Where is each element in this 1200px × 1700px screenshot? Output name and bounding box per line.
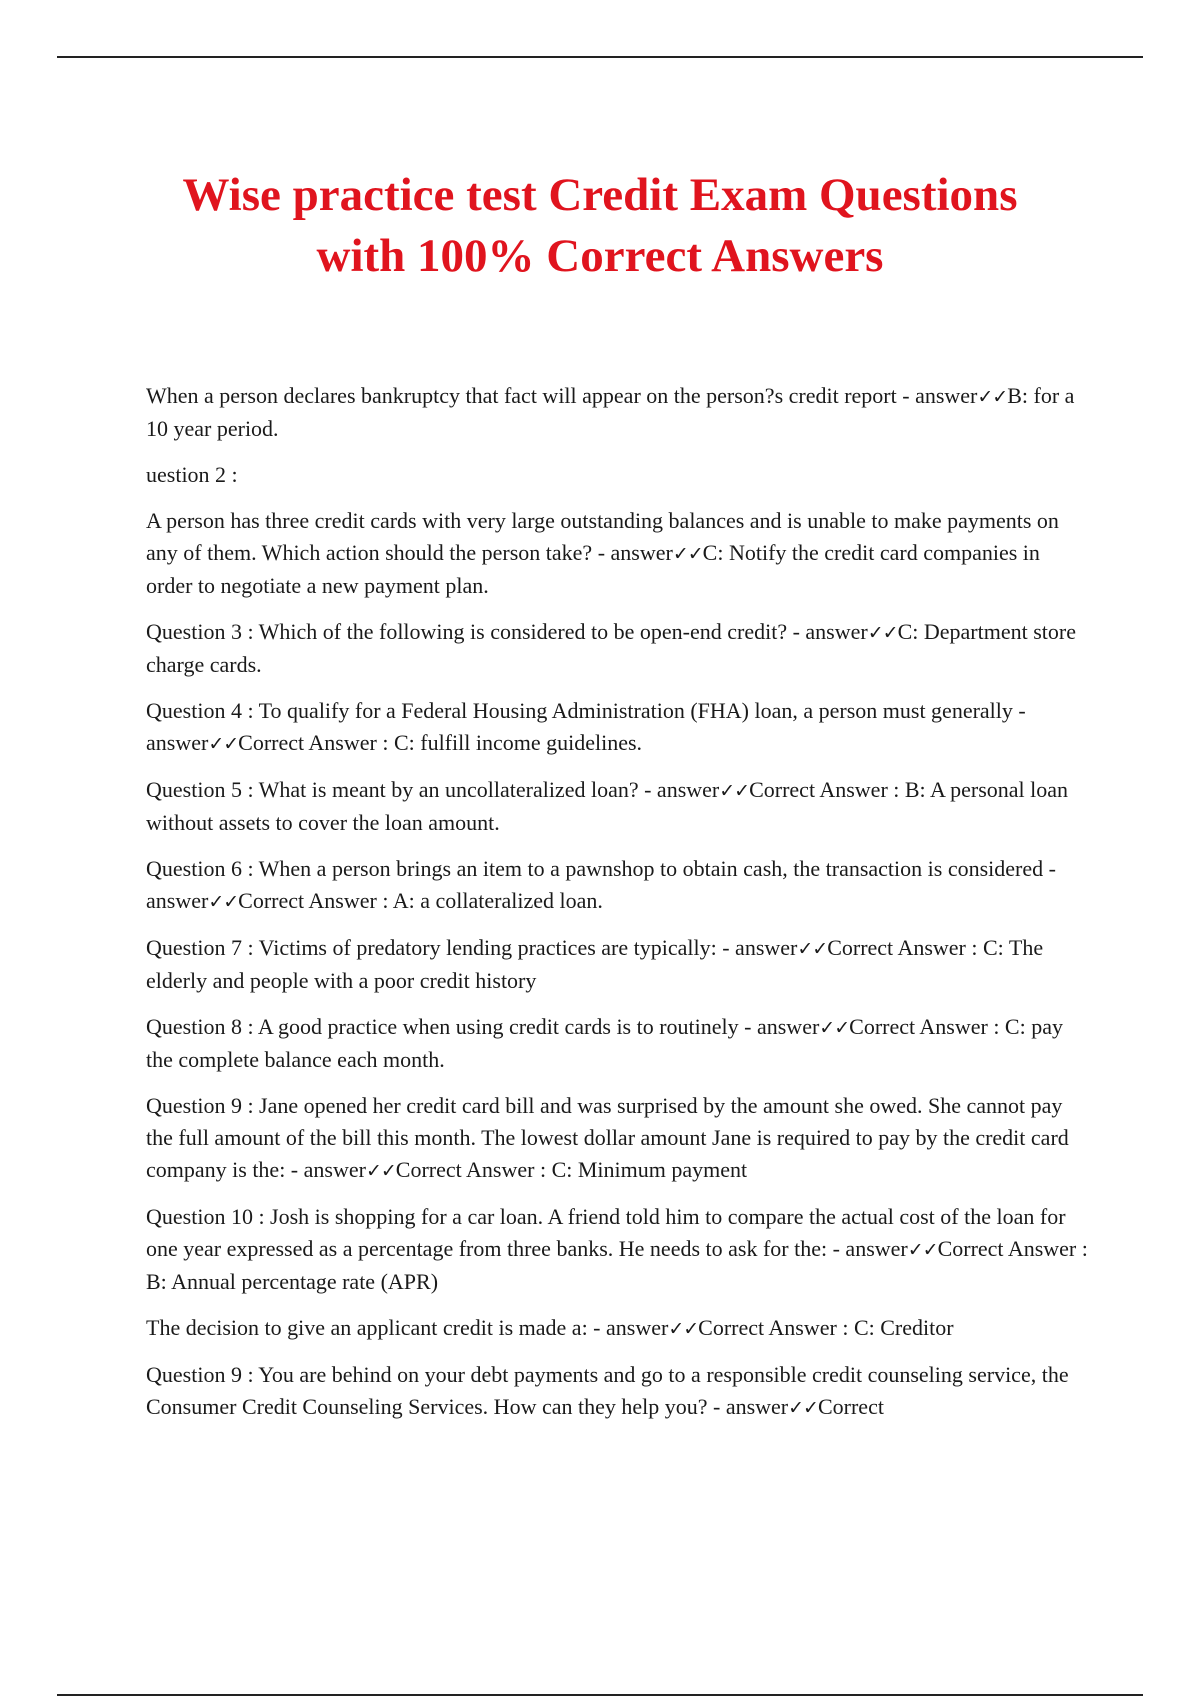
double-check-icon: ✓✓ <box>208 733 239 755</box>
answer-text: Correct Answer : C: fulfill income guidelines. <box>238 730 643 755</box>
question-paragraph <box>146 853 1091 918</box>
double-check-icon: ✓✓ <box>668 1318 699 1340</box>
answer-text: Correct Answer : B: A personal loan without assets to cover the loan amount. <box>146 777 1069 835</box>
question-paragraph <box>146 774 1091 839</box>
question-paragraph <box>146 932 1091 997</box>
double-check-icon: ✓✓ <box>365 1160 396 1182</box>
question-paragraph <box>146 1359 1091 1424</box>
answer-text: B: for a 10 year period. <box>146 383 1075 441</box>
document-title-line-1: Wise practice test Credit Exam Questions <box>182 169 1018 221</box>
question-paragraph <box>146 616 1091 681</box>
answer-text: Correct Answer : C: The elderly and people with a poor credit history <box>146 935 1044 993</box>
double-check-icon: ✓✓ <box>867 622 898 644</box>
double-check-icon: ✓✓ <box>719 780 750 802</box>
question-text: uestion 2 : <box>146 462 238 487</box>
double-check-icon: ✓✓ <box>977 386 1008 408</box>
question-paragraph <box>146 380 1091 445</box>
question-paragraph <box>146 459 1091 491</box>
question-paragraph <box>146 1011 1091 1076</box>
double-check-icon: ✓✓ <box>819 1017 850 1039</box>
question-paragraph <box>146 1201 1091 1298</box>
question-text: Question 3 : Which of the following is considered to be open-end credit? - answer <box>146 619 868 644</box>
double-check-icon: ✓✓ <box>672 543 703 565</box>
answer-text: Correct Answer : C: pay the complete balance each month. <box>146 1014 1063 1072</box>
question-text: Question 8 : A good practice when using credit cards is to routinely - answer <box>146 1014 820 1039</box>
top-rule <box>57 56 1143 58</box>
document-title-line-2: with 100% Correct Answers <box>316 230 884 282</box>
question-text: The decision to give an applicant credit is made a: - answer <box>146 1315 669 1340</box>
document-title <box>100 165 1100 287</box>
question-paragraph <box>146 695 1091 760</box>
double-check-icon: ✓✓ <box>788 1397 818 1419</box>
question-text: A person has three credit cards with very large outstanding balances and is unable to make payments on any of them. Which action should the person take? - answer <box>146 508 1059 565</box>
answer-text: Correct Answer : B: Annual percentage rate (APR) <box>146 1236 1088 1294</box>
question-text: Question 7 : Victims of predatory lending practices are typically: - answer <box>146 935 798 960</box>
bottom-rule <box>57 1694 1143 1696</box>
question-text: Question 9 : Jane opened her credit card bill and was surprised by the amount she owed. She cannot pay the full amount of the bill this month. The lowest dollar amount Jane is required to pay by the credit card company is the: - answer <box>146 1093 1069 1182</box>
answer-text: C: Department store charge cards. <box>146 619 1076 677</box>
double-check-icon: ✓✓ <box>907 1239 938 1261</box>
question-text: Question 6 : When a person brings an item to a pawnshop to obtain cash, the transaction is considered - answer <box>146 856 1056 913</box>
answer-text: Correct Answer : C: Minimum payment <box>395 1157 748 1182</box>
answer-text: Correct <box>817 1394 884 1419</box>
question-text: Question 4 : To qualify for a Federal Housing Administration (FHA) loan, a person must generally - answer <box>146 698 1026 755</box>
answer-text: C: Notify the credit card companies in order to negotiate a new payment plan. <box>146 540 1040 598</box>
question-text: Question 5 : What is meant by an uncollateralized loan? - answer <box>146 777 720 802</box>
question-paragraph <box>146 1090 1091 1187</box>
question-paragraph <box>146 1312 1091 1345</box>
question-text: Question 10 : Josh is shopping for a car loan. A friend told him to compare the actual cost of the loan for one year expressed as a percentage from three banks. He needs to ask for the: - answer <box>146 1204 1066 1261</box>
answer-text: Correct Answer : A: a collateralized loan. <box>238 888 603 913</box>
double-check-icon: ✓✓ <box>208 891 239 913</box>
question-list <box>146 380 1091 1438</box>
question-text: When a person declares bankruptcy that fact will appear on the person?s credit report - answer <box>146 383 978 408</box>
answer-text: Correct Answer : C: Creditor <box>698 1315 954 1340</box>
question-text: Question 9 : You are behind on your debt payments and go to a responsible credit counseling service, the Consumer Credit Counseling Services. How can they help you? - answer <box>146 1362 1069 1419</box>
double-check-icon: ✓✓ <box>797 938 828 960</box>
question-paragraph <box>146 505 1091 602</box>
